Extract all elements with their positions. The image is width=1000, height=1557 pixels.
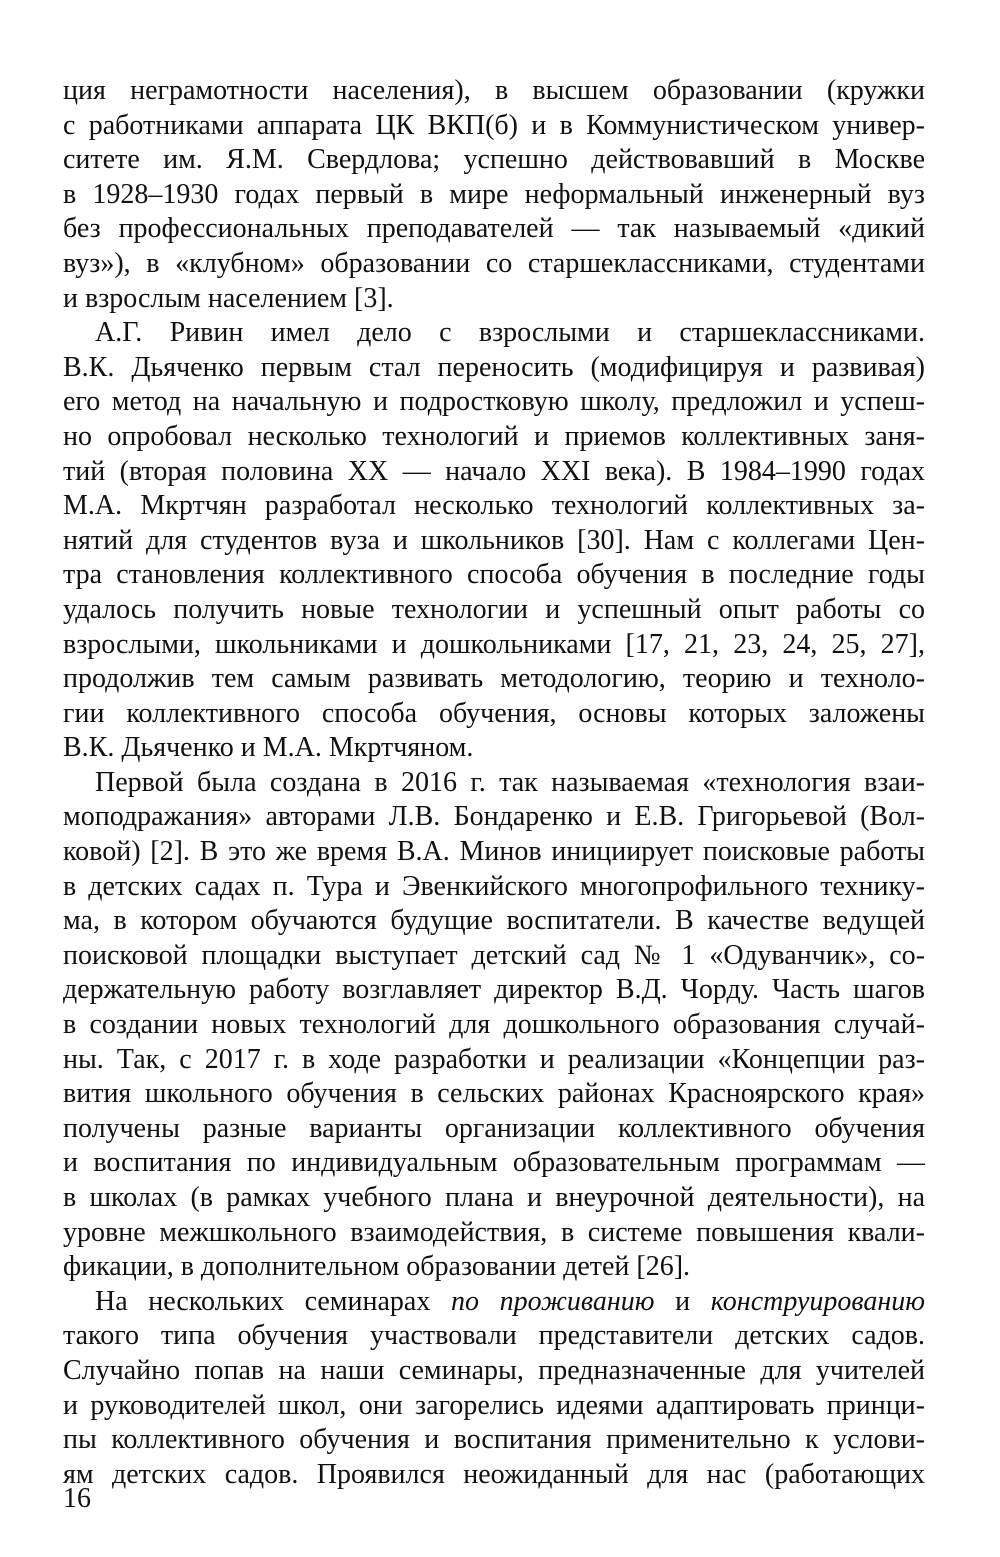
text-line: но опробовал несколько технологий и приемов коллективных заня- — [63, 420, 925, 452]
text-line: такого типа обучения участвовали представители детских садов. — [63, 1320, 925, 1352]
text-line: в 1928–1930 годах первый в мире неформальный инженерный вуз — [63, 178, 925, 210]
text-line: гии коллективного способа обучения, основы которых заложены — [63, 697, 925, 729]
text-line: ны. Так, с 2017 г. в ходе разработки и реализации «Концепции раз- — [63, 1043, 925, 1075]
text-line: Случайно попав на наши семинары, предназначенные для учителей — [63, 1354, 925, 1386]
text-line: в создании новых технологий для дошкольного образования случай- — [63, 1009, 925, 1041]
page-number: 16 — [63, 1483, 91, 1514]
italic-phrase: по проживанию — [450, 1285, 655, 1317]
text-line: взрослыми, школьниками и дошкольниками [17, 21, 23, 24, 25, 27], — [63, 628, 925, 660]
text-line: вития школьного обучения в сельских районах Красноярского края» — [63, 1078, 925, 1110]
text-run: и — [654, 1285, 711, 1317]
paragraph-3 — [63, 766, 925, 1285]
text-line: с работниками аппарата ЦК ВКП(б) и в Коммунистическом универ- — [63, 109, 925, 141]
text-line: А.Г. Ривин имел дело с взрослыми и старшеклассниками. — [95, 317, 925, 349]
text-line: и взрослым населением [3]. — [63, 282, 394, 314]
text-line: поисковой площадки выступает детский сад № 1 «Одуванчик», со- — [63, 939, 925, 971]
text-line: уровне межшкольного взаимодействия, в системе повышения квали- — [63, 1216, 925, 1248]
text-line: в детских садах п. Тура и Эвенкийского многопрофильного технику- — [63, 870, 925, 902]
text-line: фикации, в дополнительном образовании детей [26]. — [63, 1251, 691, 1283]
text-line: В.К. Дьяченко первым стал переносить (модифицируя и развивая) — [63, 351, 925, 383]
text-line: без профессиональных преподавателей — так называемый «дикий — [63, 213, 925, 245]
text-line: М.А. Мкртчян разработал несколько технологий коллективных за- — [63, 490, 925, 522]
text-line: ситете им. Я.М. Свердлова; успешно действовавший в Москве — [63, 144, 925, 176]
text-line: ковой) [2]. В это же время В.А. Минов инициирует поисковые работы — [63, 836, 925, 868]
text-line: ям детских садов. Проявился неожиданный для нас (работающих — [63, 1458, 925, 1490]
text-line: пы коллективного обучения и воспитания применительно к услови- — [63, 1424, 925, 1456]
text-line: и руководителей школ, они загорелись идеями адаптировать принци- — [63, 1389, 925, 1421]
text-line: вуз»), в «клубном» образовании со старшеклассниками, студентами — [63, 247, 925, 279]
italic-phrase: конструированию — [710, 1285, 925, 1317]
text-line-with-italics — [63, 1285, 925, 1320]
body-text — [63, 74, 925, 1492]
text-line: в школах (в рамках учебного плана и внеурочной деятельности), на — [63, 1182, 925, 1213]
text-line: получены разные варианты организации коллективного обучения — [63, 1112, 925, 1144]
text-line: продолжив тем самым развивать методологию, теорию и техноло- — [63, 663, 925, 695]
paragraph-1 — [63, 74, 925, 316]
text-run: На нескольких семинарах — [95, 1285, 451, 1317]
text-line: ма, в котором обучаются будущие воспитатели. В качестве ведущей — [63, 905, 925, 937]
paragraph-2 — [63, 316, 925, 766]
text-line: удалось получить новые технологии и успешный опыт работы со — [63, 593, 925, 625]
text-line: его метод на начальную и подростковую школу, предложил и успеш- — [63, 386, 925, 418]
text-line: моподражания» авторами Л.В. Бондаренко и Е.В. Григорьевой (Вол- — [63, 801, 925, 833]
text-line: ция неграмотности населения), в высшем образовании (кружки — [63, 75, 925, 106]
text-line: тий (вторая половина XX — начало XXI века). В 1984–1990 годах — [63, 455, 925, 487]
text-line: тра становления коллективного способа обучения в последние годы — [63, 559, 925, 591]
text-line: и воспитания по индивидуальным образовательным программам — — [63, 1147, 925, 1179]
paragraph-4 — [63, 1285, 925, 1493]
text-line: В.К. Дьяченко и М.А. Мкртчяном. — [63, 732, 474, 764]
text-line: Первой была создана в 2016 г. так называемая «технология взаи- — [95, 766, 925, 798]
text-line: нятий для студентов вуза и школьников [30]. Нам с коллегами Цен- — [63, 524, 925, 556]
text-line: держательную работу возглавляет директор В.Д. Чорду. Часть шагов — [63, 974, 925, 1006]
